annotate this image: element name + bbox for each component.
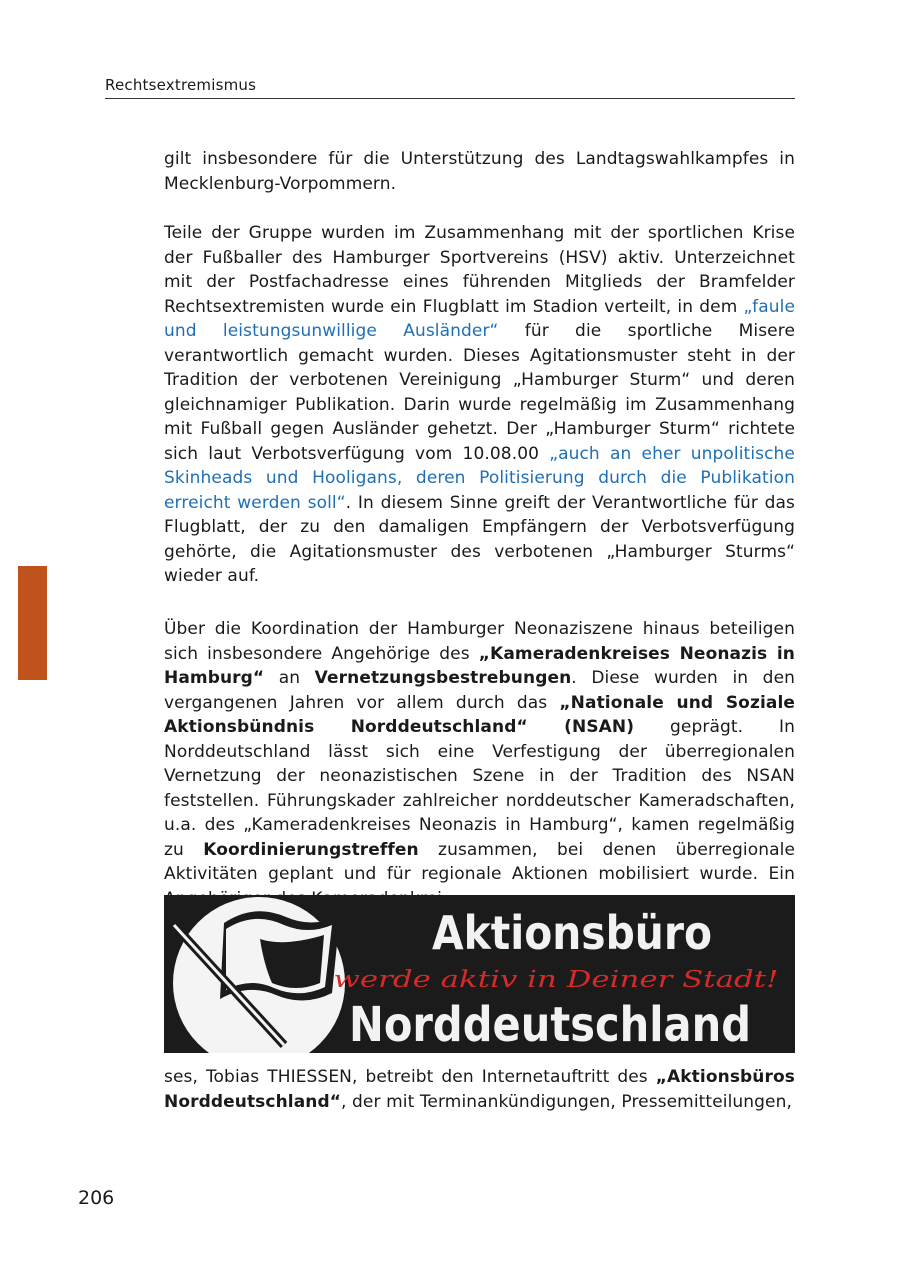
aktionsbuero-banner-image xyxy=(164,895,795,1053)
term-nsan: „Nationale und Soziale Aktionsbündnis Norddeutschland“ (NSAN) xyxy=(164,692,795,737)
paragraph-2-text-a: Teile der Gruppe wurden im Zusammenhang mit der sportlichen Krise der Fußballer des Hamburger Sportvereins (HSV) aktiv. Unterzeichnet mit der Postfachadresse eines führenden Mitglieds der Bramfelder Rechtsextremisten wurde ein Flugblatt im Stadion verteilt, in dem xyxy=(164,223,795,317)
paragraph-1-text: gilt insbesondere für die Unterstützung des Landtagswahlkampfes in Mecklenburg-Vorpommern. xyxy=(164,149,795,194)
paragraph-3-text-d: geprägt. In Norddeutschland lässt sich eine Verfestigung der überregionalen Vernetzung der neonazistischen Szene in der Tradition des NSAN feststellen. Führungskader zahlreicher norddeutscher Kameradschaften, u.a. des „Kameradenkreises Neonazis in Hamburg“, kamen regelmäßig zu xyxy=(164,717,796,860)
paragraph-4 xyxy=(164,1065,795,1114)
paragraph-3-text-e: zusammen, bei denen überregionale Aktivitäten geplant und für regionale Aktionen mobilisiert wurde. Ein xyxy=(164,839,796,884)
banner-line-2: werde aktiv in Deiner Stadt! xyxy=(333,967,779,993)
paragraph-3-text xyxy=(164,617,795,911)
chapter-tab-marker xyxy=(18,566,47,680)
paragraph-2-text-c: . In diesem Sinne greift der Verantwortliche für das Flugblatt, der zu den damaligen Empfängern der Verbotsverfügung gehörte, die Agitationsmuster des verbotenen „Hamburger Sturms“ wieder auf. xyxy=(164,492,795,586)
paragraph-3-text-b: an xyxy=(264,668,315,688)
banner-line-1: Aktionsbüro xyxy=(432,906,712,960)
banner-line-3: Norddeutschland xyxy=(349,997,751,1053)
running-header: Rechtsextremismus xyxy=(105,76,795,99)
paragraph-1 xyxy=(164,147,795,196)
term-aktionsbueros: „Aktionsbüros Norddeutschland“ xyxy=(164,1067,795,1112)
paragraph-2-text xyxy=(164,221,795,589)
page-number: 206 xyxy=(78,1187,115,1209)
paragraph-3 xyxy=(164,617,795,911)
quote-faule-auslaender: „faule und leistungsunwillige Ausländer“ xyxy=(164,296,795,341)
paragraph-4-text xyxy=(164,1065,795,1114)
quote-verbotsverfuegung: „auch an eher unpolitische Skinheads und Hooligans, deren Politisierung durch die Publikation erreicht werden soll“ xyxy=(164,443,795,513)
term-koordinierungstreffen: Koordinierungstreffen xyxy=(203,839,419,860)
paragraph-2-text-b: für die sportliche Misere verantwortlich gemacht wurden. Dieses Agitationsmuster steht in der Tradition der verbotenen Vereinigung „Hamburger Sturm“ und deren gleichnamiger Publikation. Darin wurde regelmäßig im Zusammenhang mit Fußball gegen Ausländer gehetzt. Der „Hamburger Sturm“ richtete sich laut Verbotsverfügung vom 10.08.00 xyxy=(164,321,796,464)
paragraph-4-text-a: ses, Tobias THIESSEN, betreibt den Internetauftritt des xyxy=(164,1067,656,1087)
banner-graphic xyxy=(164,895,795,1053)
paragraph-4-text-b: , der mit Terminankündigungen, Pressemitteilungen, xyxy=(341,1091,792,1112)
paragraph-3-text-a: Über die Koordination der Hamburger Neonaziszene hinaus beteiligen sich insbesondere Angehörige des xyxy=(164,619,795,664)
term-kameradenkreis: „Kameradenkreises Neonazis in Hamburg“ xyxy=(164,643,795,688)
term-vernetzung: Vernetzungsbestrebungen xyxy=(314,668,572,688)
paragraph-3-text-c: . Diese wurden in den vergangenen Jahren vor allem durch das xyxy=(164,668,796,713)
paragraph-2 xyxy=(164,221,795,589)
